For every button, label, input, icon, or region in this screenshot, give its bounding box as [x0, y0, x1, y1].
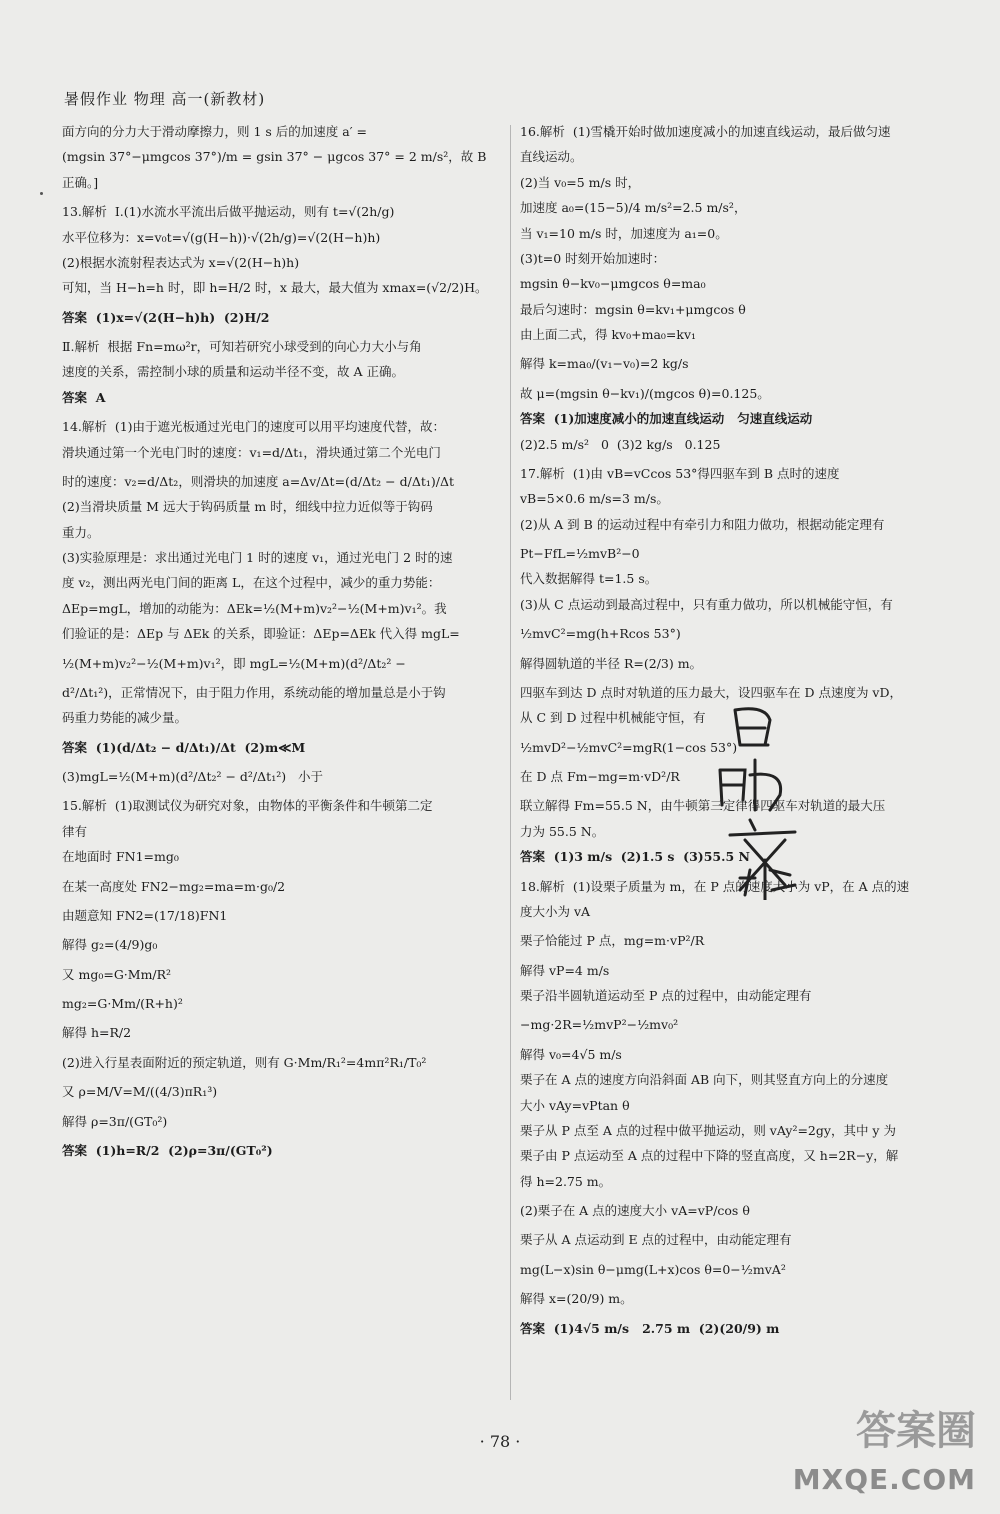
text-line: 最后匀速时：mgsin θ=kv₁+μmgcos θ	[520, 301, 746, 317]
text-line: 当 v₁=10 m/s 时，加速度为 a₁=0。	[520, 225, 728, 241]
text-line: 18.解析 (1)设栗子质量为 m，在 P 点的速度大小为 vP，在 A 点的速	[520, 878, 910, 894]
ink-dot	[40, 192, 43, 195]
text-line: 正确。]	[62, 174, 99, 190]
text-line: 码重力势能的减少量。	[62, 710, 188, 726]
text-line: 得 h=2.75 m。	[520, 1173, 612, 1189]
text-line: 栗子由 P 点运动至 A 点的过程中下降的竖直高度，又 h=2R−y，解	[520, 1148, 899, 1164]
text-line: 由题意知 FN2=(17/18)FN1	[62, 907, 228, 923]
text-line: 时的速度：v₂=d/Δt₂，则滑块的加速度 a=Δv/Δt=(d/Δt₂ − d/Δt₁)/Δt	[62, 473, 455, 489]
text-line: 在地面时 FN1=mg₀	[62, 849, 179, 865]
text-line: (2)2.5 m/s² 0 (3)2 kg/s 0.125	[520, 436, 721, 452]
text-line: 大小 vAy=vPtan θ	[520, 1097, 630, 1113]
text-line: 在某一高度处 FN2−mg₂=ma=m·g₀/2	[62, 878, 286, 894]
text-line: 重力。	[62, 524, 100, 540]
text-line: mg₂=G·Mm/(R+h)²	[62, 996, 183, 1011]
text-line: 们验证的是：ΔEp 与 ΔEk 的关系，即验证：ΔEp=ΔEk 代入得 mgL=	[62, 626, 460, 642]
text-line: d²/Δt₁²)，正常情况下，由于阻力作用，系统动能的增加量总是小于钩	[62, 684, 446, 700]
answer-line: 答案 (1)h=R/2 (2)ρ=3π/(GT₀²)	[62, 1142, 273, 1158]
text-line: 解得 ρ=3π/(GT₀²)	[62, 1113, 168, 1129]
text-line: (2)从 A 到 B 的运动过程中有牵引力和阻力做功，根据动能定理有	[520, 516, 885, 532]
text-line: 在 D 点 Fm−mg=m·vD²/R	[520, 769, 680, 784]
answer-line: 答案 (1)(d/Δt₂ − d/Δt₁)/Δt (2)m≪M	[62, 739, 306, 755]
answer-line: 答案 (1)加速度减小的加速直线运动 匀速直线运动	[520, 411, 813, 427]
text-line: 解得 g₂=(4/9)g₀	[62, 937, 158, 953]
text-line: 解得 vP=4 m/s	[520, 962, 610, 978]
watermark-logo: 答案圈	[856, 1408, 976, 1454]
watermark-text: MXQE.COM	[792, 1463, 976, 1496]
text-line: 17.解析 (1)由 vB=vCcos 53°得四驱车到 B 点时的速度	[520, 465, 840, 481]
page-number: · 78 ·	[479, 1432, 521, 1451]
text-line: 水平位移为：x=v₀t=√(g(H−h))·√(2h/g)=√(2(H−h)h)	[62, 229, 381, 245]
text-line: −mg·2R=½mvP²−½mv₀²	[520, 1017, 679, 1033]
text-line: Ⅱ.解析 根据 Fn=mω²r，可知若研究小球受到的向心力大小与角	[62, 339, 422, 354]
text-line: 栗子在 A 点的速度方向沿斜面 AB 向下，则其竖直方向上的分速度	[520, 1072, 889, 1088]
text-line: 面方向的分力大于滑动摩擦力，则 1 s 后的加速度 a′ =	[62, 124, 367, 139]
text-line: mgsin θ−kv₀−μmgcos θ=ma₀	[520, 276, 706, 292]
text-line: ΔEp=mgL，增加的动能为：ΔEk=½(M+m)v₂²−½(M+m)v₁²。我	[62, 600, 447, 616]
text-line: (3)t=0 时刻开始加速时：	[520, 250, 666, 266]
column-divider	[510, 125, 511, 1400]
text-line: 栗子从 A 点运动到 E 点的过程中，由动能定理有	[520, 1232, 792, 1248]
text-line: 代入数据解得 t=1.5 s。	[520, 571, 658, 587]
text-line: 律有	[62, 823, 88, 839]
text-line: 可知，当 H−h=h 时，即 h=H/2 时，x 最大，最大值为 xmax=(√2/2)H。	[62, 280, 488, 296]
text-line: vB=5×0.6 m/s=3 m/s。	[520, 491, 669, 507]
handwriting-mark	[710, 700, 820, 900]
answer-line: 答案 (1)4√5 m/s 2.75 m (2)(20/9) m	[520, 1320, 780, 1336]
text-line: mg(L−x)sin θ−μmg(L+x)cos θ=0−½mvA²	[520, 1261, 786, 1277]
text-line: 四驱车到达 D 点时对轨道的压力最大，设四驱车在 D 点速度为 vD，	[520, 684, 902, 700]
text-line: (3)mgL=½(M+m)(d²/Δt₂² − d²/Δt₁²) 小于	[62, 769, 324, 784]
text-line: 速度的关系，需控制小球的质量和运动半径不变，故 A 正确。	[62, 364, 404, 380]
text-line: 解得 k=ma₀/(v₁−v₀)=2 kg/s	[520, 356, 689, 372]
text-line: 又 ρ=M/V=M/((4/3)πR₁³)	[62, 1084, 218, 1100]
text-line: 又 mg₀=G·Mm/R²	[62, 966, 172, 982]
text-line: (mgsin 37°−μmgcos 37°)/m = gsin 37° − μgcos 37° = 2 m/s²，故 B	[62, 149, 487, 165]
text-line: 栗子从 P 点至 A 点的过程中做平抛运动，则 vAy²=2gy，其中 y 为	[520, 1122, 896, 1138]
text-line: 度 v₂，测出两光电门间的距离 L，在这个过程中，减少的重力势能：	[62, 575, 441, 591]
text-line: 由上面二式，得 kv₀+ma₀=kv₁	[520, 327, 697, 342]
text-line: 滑块通过第一个光电门时的速度：v₁=d/Δt₁，滑块通过第二个光电门	[62, 444, 441, 460]
answer-line: 答案 (1)3 m/s (2)1.5 s (3)55.5 N	[520, 849, 750, 865]
text-line: 解得 x=(20/9) m。	[520, 1291, 633, 1307]
text-line: 度大小为 vA	[520, 903, 591, 919]
text-line: Pt−FfL=½mvB²−0	[520, 546, 640, 561]
text-line: 解得圆轨道的半径 R=(2/3) m。	[520, 655, 703, 671]
text-line: 直线运动。	[520, 149, 583, 165]
text-line: 13.解析 Ⅰ.(1)水流水平流出后做平抛运动，则有 t=√(2h/g)	[62, 204, 395, 220]
answer-line: 答案 A	[62, 389, 106, 405]
text-line: 解得 h=R/2	[62, 1025, 132, 1041]
text-line: 联立解得 Fm=55.5 N，由牛顿第三定律得四驱车对轨道的最大压	[520, 798, 886, 814]
text-line: 解得 v₀=4√5 m/s	[520, 1046, 622, 1062]
text-line: 14.解析 (1)由于遮光板通过光电门的速度可以用平均速度代替，故：	[62, 419, 446, 435]
text-line: 加速度 a₀=(15−5)/4 m/s²=2.5 m/s²，	[520, 200, 747, 216]
answer-line: 答案 (1)x=√(2(H−h)h) (2)H/2	[62, 309, 270, 325]
left-column	[62, 122, 502, 1166]
text-line: ½mvC²=mg(h+Rcos 53°)	[520, 626, 681, 642]
text-line: 从 C 到 D 过程中机械能守恒，有	[520, 710, 706, 726]
text-line: 力为 55.5 N。	[520, 823, 605, 839]
text-line: (2)栗子在 A 点的速度大小 vA=vP/cos θ	[520, 1203, 750, 1218]
text-line: 故 μ=(mgsin θ−kv₁)/(mgcos θ)=0.125。	[520, 385, 770, 401]
text-line: ½(M+m)v₂²−½(M+m)v₁²，即 mgL=½(M+m)(d²/Δt₂² −	[62, 655, 406, 671]
text-line: (2)进入行星表面附近的预定轨道，则有 G·Mm/R₁²=4mπ²R₁/T₀²	[62, 1054, 427, 1070]
text-line: 15.解析 (1)取测试仪为研究对象，由物体的平衡条件和牛顿第二定	[62, 798, 433, 814]
text-line: 16.解析 (1)雪橇开始时做加速度减小的加速直线运动，最后做匀速	[520, 124, 891, 139]
text-line: (2)当 v₀=5 m/s 时，	[520, 174, 641, 190]
text-line: (2)根据水流射程表达式为 x=√(2(H−h)h)	[62, 254, 300, 270]
text-line: 栗子沿半圆轨道运动至 P 点的过程中，由动能定理有	[520, 988, 812, 1003]
page-header: 暑假作业 物理 高一(新教材)	[64, 90, 266, 108]
text-line: 栗子恰能过 P 点，mg=m·vP²/R	[520, 933, 705, 949]
text-line: ½mvD²−½mvC²=mgR(1−cos 53°)	[520, 739, 738, 755]
text-line: (3)实验原理是：求出通过光电门 1 时的速度 v₁，通过光电门 2 时的速	[62, 550, 453, 565]
text-line: (2)当滑块质量 M 远大于钩码质量 m 时，细线中拉力近似等于钩码	[62, 499, 433, 515]
text-line: (3)从 C 点运动到最高过程中，只有重力做功，所以机械能守恒，有	[520, 596, 893, 612]
